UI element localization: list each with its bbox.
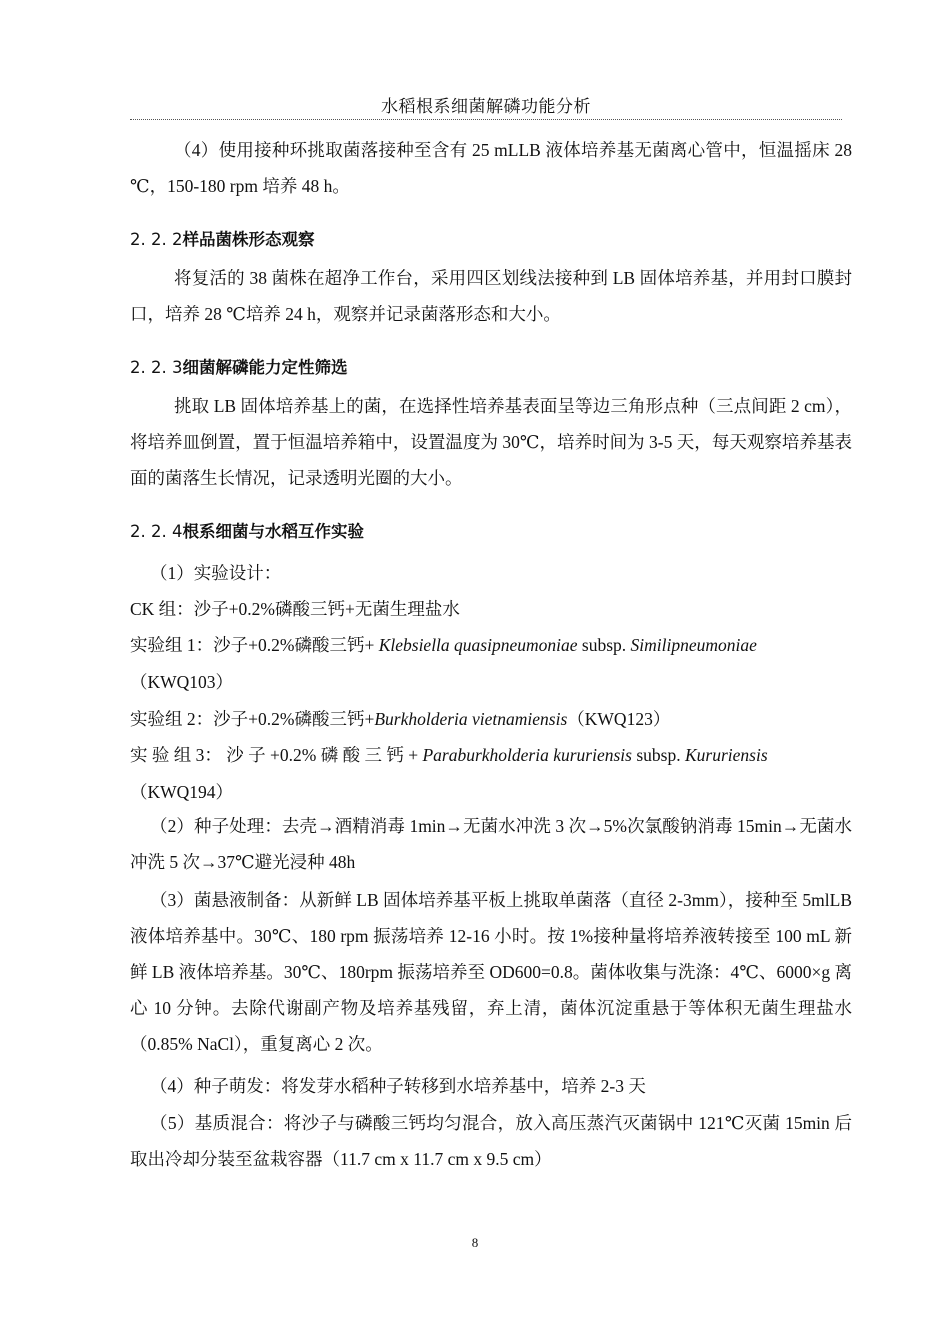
species-name: Burkholderia vietnamiensis [374, 709, 568, 729]
paragraph-morphology: 将复活的 38 菌株在超净工作台，采用四区划线法接种到 LB 固体培养基，并用封口膜封口，培养 28 ℃培养 24 h，观察并记录菌落形态和大小。 [130, 268, 853, 324]
subspecies-name: Similipneumoniae [630, 635, 757, 655]
section-title: 根系细菌与水稻互作实验 [182, 522, 364, 541]
section-title: 样品菌株形态观察 [182, 230, 315, 249]
experiment-group-1 [130, 632, 757, 657]
paragraph-step4: （4）使用接种环挑取菌落接种至含有 25 mLLB 液体培养基无菌离心管中，恒温摇床 28 ℃，150-180 rpm 培养 48 h。 [130, 140, 852, 196]
group-label: 实验组 2：沙子+0.2%磷酸三钙+ [130, 709, 375, 729]
running-header: 水稻根系细菌解磷功能分析 [130, 92, 842, 120]
group-label: 实 验 组 3： 沙 子 +0.2% 磷 酸 三 钙 + [130, 745, 423, 765]
paragraph-screening: 挑取 LB 固体培养基上的菌，在选择性培养基表面呈等边三角形点种（三点间距 2 cm），将培养皿倒置，置于恒温培养箱中，设置温度为 30℃，培养时间为 3-5 天，每天观察培养基表面的菌落生长情况，记录透明光圈的大小。 [130, 396, 852, 488]
section-heading-2-2-2 [130, 226, 314, 250]
page-number: 8 [471, 1235, 479, 1250]
ck-group: CK 组：沙子+0.2%磷酸三钙+无菌生理盐水 [130, 599, 460, 619]
section-heading-2-2-3 [130, 354, 347, 378]
section-title: 细菌解磷能力定性筛选 [182, 358, 348, 377]
paragraph-substrate: （5）基质混合：将沙子与磷酸三钙均匀混合，放入高压蒸汽灭菌锅中 121℃灭菌 15min 后取出冷却分装至盆栽容器（11.7 cm x 11.7 cm x 9.5 cm） [130, 1113, 852, 1169]
section-heading-2-2-4 [130, 518, 364, 542]
section-number: 2. 2. 2 [130, 230, 183, 249]
strain-code-1: （KWQ103） [130, 672, 234, 692]
paragraph-suspension: （3）菌悬液制备：从新鲜 LB 固体培养基平板上挑取单菌落（直径 2-3mm），接种至 5mlLB 液体培养基中。30℃、180 rpm 振荡培养 12-16 小时。按 1%接种量将培养液转接至 100 mL 新鲜 LB 液体培养基。30℃、180rpm 振荡培养至 OD600=0.8。菌体收集与洗涤：4℃、6000×g 离心 10 分钟。去除代谢副产物及培养基残留，弃上清，菌体沉淀重悬于等体积无菌生理盐水（0.85% NaCl），重复离心 2 次。 [130, 890, 852, 1054]
strain-code-2: （KWQ123） [567, 709, 671, 729]
experiment-group-2 [130, 706, 670, 731]
species-name: Klebsiella quasipneumoniae [378, 635, 578, 655]
design-title: （1）实验设计： [150, 563, 282, 583]
subsp-label: subsp. [631, 745, 685, 765]
section-number: 2. 2. 3 [130, 358, 183, 377]
strain-code-3: （KWQ194） [130, 782, 234, 802]
subspecies-name: Kururiensis [684, 745, 768, 765]
section-number: 2. 2. 4 [130, 522, 183, 541]
subsp-label: subsp. [577, 635, 631, 655]
paragraph-seed-treatment: （2）种子处理：去壳→酒精消毒 1min→无菌水冲洗 3 次→5%次氯酸钠消毒 15min→无菌水冲洗 5 次→37℃避光浸种 48h [130, 816, 852, 872]
experiment-group-3 [130, 742, 768, 767]
species-name: Paraburkholderia kururiensis [422, 745, 632, 765]
group-label: 实验组 1：沙子+0.2%磷酸三钙+ [130, 635, 379, 655]
paragraph-germination: （4）种子萌发：将发芽水稻种子转移到水培养基中，培养 2-3 天 [150, 1076, 646, 1096]
